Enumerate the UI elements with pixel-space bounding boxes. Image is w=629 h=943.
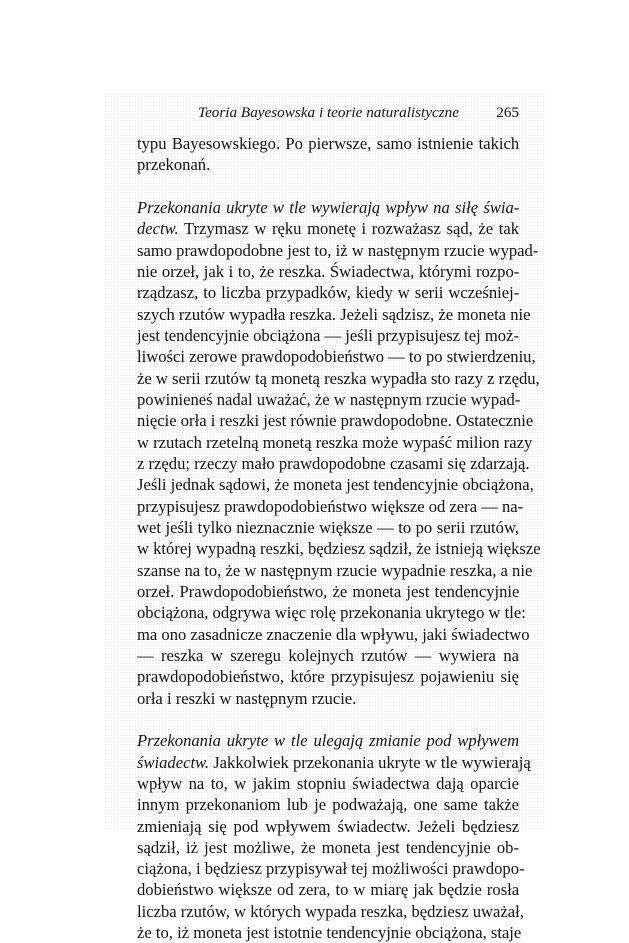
text-line: ma ono zasadnicze znaczenie dla wpływu, jaki świadectwo: [137, 624, 530, 644]
text-line: rządzasz, to liczba przypadków, kiedy w serii wcześniej-: [137, 283, 520, 303]
text-line: Jeśli jednak sądowi, że moneta jest tendencyjnie obciążona,: [137, 475, 534, 495]
text-line: powinieneś nadal uważać, że w następnym rzucie wypad-: [137, 389, 521, 409]
text-line: w rzutach rzetelną monetą reszka może wypaść milion razy: [137, 432, 533, 452]
section-heading-end: świadectw.: [137, 752, 210, 772]
text-line: świadectw. Jakkolwiek przekonania ukryte w tle wywierają: [137, 752, 531, 772]
text-line: że w serii rzutów tą monetą reszka wypadła sto razy z rzędu,: [137, 368, 540, 388]
text-line: dobieństwo większe od zera, to w miarę jak będzie rosła: [137, 880, 520, 900]
text-line: sądził, iż jest możliwe, że moneta jest tendencyjnie ob-: [137, 837, 519, 857]
text-line: wet jeśli tylko nieznacznie większe — to po serii rzutów,: [137, 517, 519, 537]
page-number: 265: [496, 104, 519, 121]
text-line: wpływ na to, w jakim stopniu świadectwa dają oparcie: [137, 773, 519, 793]
section-heading: Przekonania ukryte w tle ulegają zmianie pod wpływem: [137, 731, 520, 751]
text-line: nięcie orła i reszki jest równie prawdopodobne. Ostatecznie: [137, 411, 534, 431]
paragraph-gap: [137, 709, 519, 730]
text-line: obciążona, odgrywa więc rolę przekonania ukrytego w tle:: [137, 603, 526, 623]
paragraph: [137, 133, 519, 176]
paragraph: [137, 197, 541, 709]
text-line: orła i reszki w następnym rzucie.: [137, 688, 357, 708]
text-line: zmieniają się pod wpływem świadectw. Jeżeli będziesz: [137, 816, 520, 836]
paragraph: [137, 730, 531, 943]
text-line: przekonań.: [137, 155, 211, 175]
text-line: — reszka w szeregu kolejnych rzutów — wywiera na: [137, 645, 519, 665]
text-line: typu Bayesowskiego. Po pierwsze, samo istnienie takich: [137, 134, 520, 153]
text-line: liczba rzutów, w których wypada reszka, będziesz uważał,: [137, 901, 524, 921]
text-line: w której wypadną reszki, będziesz sądził, że istnieją większe: [137, 539, 541, 559]
section-heading: Przekonania ukryte w tle wywierają wpływ na siłę świa-: [137, 197, 520, 217]
text-line: innym przekonaniom lub je podważają, one same także: [137, 795, 519, 815]
running-title: Teoria Bayesowska i teorie naturalistyczne: [198, 104, 459, 121]
text-line: orzeł. Prawdopodobieństwo, że moneta jest tendencyjnie: [137, 581, 520, 601]
section-heading-end: dectw.: [137, 219, 179, 239]
text-line: że to, iż moneta jest istotnie tendencyjnie obciążona, staje: [137, 923, 522, 943]
paragraph-gap: [137, 176, 519, 197]
text-line: nie orzeł, jak i to, że reszka. Świadectwa, którymi rozpo-: [137, 261, 520, 281]
text-line: jest tendencyjnie obciążona — jeśli przypisujesz tej moż-: [137, 325, 519, 345]
text-line: liwości zerowe prawdopodobieństwo — to po stwierdzeniu,: [137, 347, 536, 367]
text-line: z rzędu; rzeczy mało prawdopodobne czasami się zdarzają.: [137, 453, 530, 473]
text-line: samo prawdopodobne jest to, iż w następnym rzucie wypad-: [137, 240, 539, 260]
text-line: szych rzutów wypadła reszka. Jeżeli sądzisz, że moneta nie: [137, 304, 531, 324]
body-text: [137, 133, 541, 943]
text-line: prawdopodobieństwo, które przypisujesz pojawieniu się: [137, 667, 519, 687]
running-head: [137, 103, 519, 123]
text-line: szanse na to, że w następnym rzucie wypadnie reszka, a nie: [137, 560, 533, 580]
text-line: ciążona, i będziesz przypisywał tej możliwości prawdopo-: [137, 859, 525, 879]
text-line: przypisujesz prawdopodobieństwo większe od zera — na-: [137, 496, 524, 516]
text-line: dectw. Trzymasz w ręku monetę i rozważasz sąd, że tak: [137, 219, 519, 239]
